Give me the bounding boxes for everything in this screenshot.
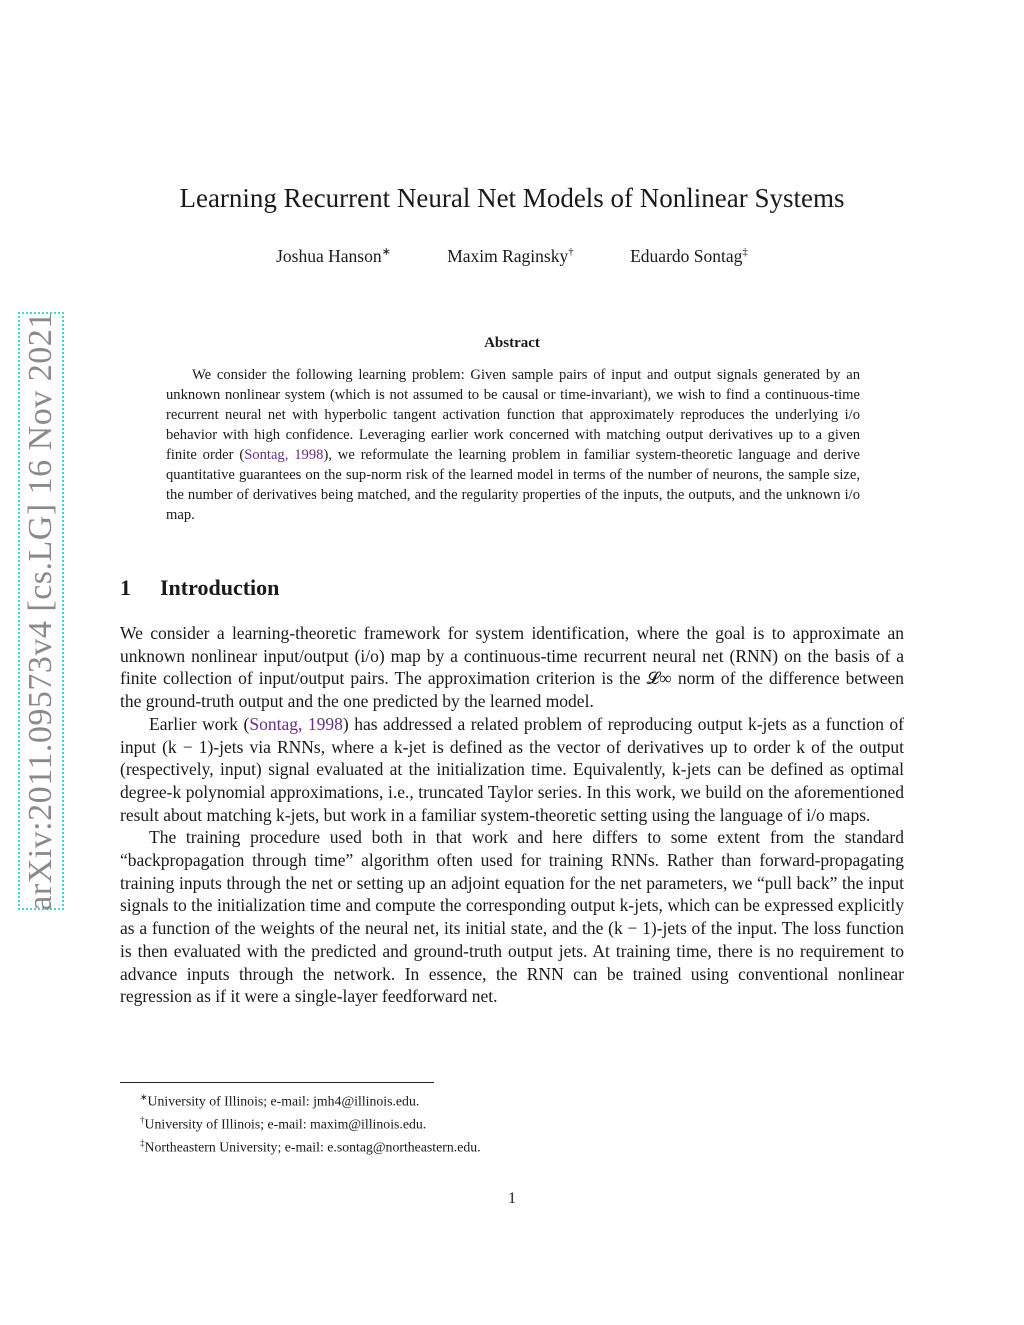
paragraph-1: We consider a learning-theoretic framework for system identification, where the goal is to approximate an unknown nonlinear input/output (i/o) map by a continuous-time recurrent neural net (RNN) on the basis of a finite collection of input/output pairs. The approximation criterion is the 𝓛∞ norm of the difference between the ground-truth output and the one predicted by the learned model. [120, 623, 904, 712]
footnote-1-text: University of Illinois; e-mail: jmh4@illinois.edu. [147, 1093, 420, 1109]
footnote-1 [140, 1088, 481, 1111]
footnote-2-text: University of Illinois; e-mail: maxim@illinois.edu. [144, 1116, 427, 1132]
footnote-3-text: Northeastern University; e-mail: e.sontag@northeastern.edu. [144, 1139, 481, 1155]
section-number: 1 [120, 575, 131, 600]
citation-sontag-year[interactable]: 1998 [307, 713, 343, 734]
author-1-name: Joshua Hanson [276, 245, 382, 266]
author-1 [276, 245, 391, 267]
footnote-3 [140, 1134, 481, 1157]
citation-comma: , [298, 713, 308, 734]
footnote-2-mark: † [140, 1115, 145, 1126]
abstract-body [166, 365, 860, 525]
paragraph-2 [120, 713, 904, 827]
arxiv-identifier-stamp [18, 312, 64, 910]
abstract-heading: Abstract [484, 335, 540, 351]
footnote-3-mark: ‡ [140, 1138, 145, 1149]
paragraph-2-start: Earlier work ( [149, 713, 250, 734]
abstract-text-after: ), we reformulate the learning problem in familiar system-theoretic language and derive quantitative guarantees on the sup-norm risk of the learned model in terms of the number of neurons, the sample size, the number of derivatives being matched, and the regularity properties of the inputs, the outputs, and the unknown i/o map. [166, 447, 861, 523]
abstract-citation-sontag-author[interactable]: Sontag [244, 447, 285, 463]
author-3-name: Eduardo Sontag [630, 245, 743, 266]
author-2-mark: † [568, 246, 574, 258]
footnote-2 [140, 1111, 481, 1134]
page-number: 1 [508, 1190, 516, 1207]
author-list [0, 245, 1024, 267]
paper-title: Learning Recurrent Neural Net Models of Nonlinear Systems [179, 183, 845, 213]
arxiv-identifier-text: arXiv:2011.09573v4 [cs.LG] 16 Nov 2021 [22, 311, 59, 911]
abstract-citation-sontag-year[interactable]: 1998 [294, 447, 324, 463]
abstract-citation-comma: , [284, 447, 295, 463]
author-2 [447, 246, 574, 267]
author-3 [630, 246, 748, 267]
abstract-text-before: We consider the following learning problem: Given sample pairs of input and output signals generated by an unknown nonlinear system (which is not assumed to be causal or time-invariant), we wish to find a continuous-time recurrent neural net with hyperbolic tangent activation function that approximately reproduces the underlying i/o behavior with high confidence. Leveraging earlier work concerned with matching output derivatives up to a given finite order ( [166, 367, 860, 463]
footnote-1-mark: ∗ [140, 1092, 148, 1102]
footnotes [140, 1088, 481, 1157]
author-1-mark: ∗ [381, 246, 391, 258]
footnote-divider [120, 1082, 434, 1083]
paragraph-2-rest: ) has addressed a related problem of reproducing output k-jets as a function of input (k − 1)-jets via RNNs, where a k-jet is defined as the vector of derivatives up to order k of the output (respectively, input) signal evaluated at the initialization time. Equivalently, k-jets can be defined as optimal degree-k polynomial approximations, i.e., truncated Taylor series. In this work, we build on the aforementioned result about matching k-jets, but work in a familiar system-theoretic setting using the language of i/o maps. [120, 713, 905, 825]
paragraph-3: The training procedure used both in that work and here differs to some extent from the standard “backpropagation through time” algorithm often used for training RNNs. Rather than forward-propagating training inputs through the net or setting up an adjoint equation for the net parameters, we “pull back” the input signals to the initialization time and compute the corresponding output k-jets, which can be expressed explicitly as a function of the weights of the neural net, its initial state, and the (k − 1)-jets of the input. The loss function is then evaluated with the predicted and ground-truth output jets. At training time, there is no requirement to advance inputs through the network. In essence, the RNN can be trained using conventional nonlinear regression as if it were a single-layer feedforward net. [120, 827, 904, 1007]
section-title: Introduction [160, 575, 280, 600]
section-heading-introduction [120, 575, 279, 601]
author-2-name: Maxim Raginsky [447, 245, 569, 266]
author-3-mark: ‡ [742, 246, 748, 258]
introduction-body [120, 622, 904, 1008]
citation-sontag-author[interactable]: Sontag [249, 713, 298, 734]
